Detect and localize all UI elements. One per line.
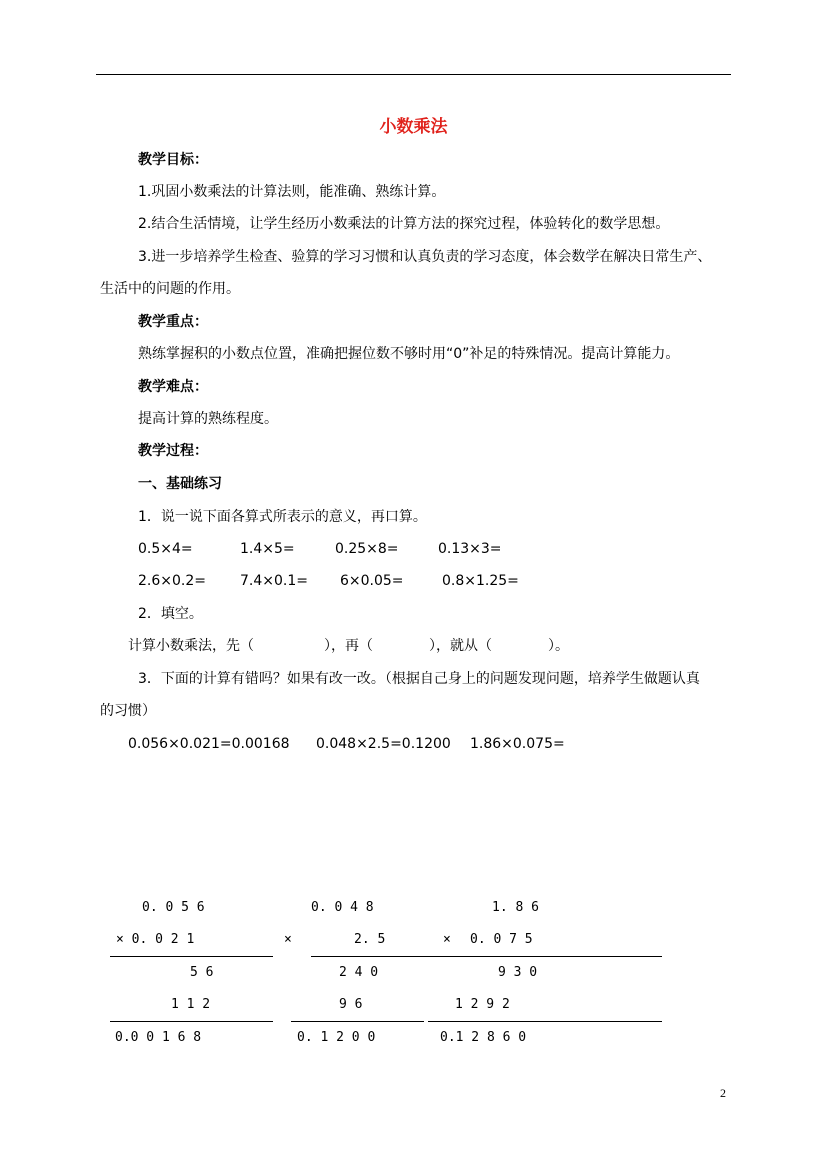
difficulty-text: 提高计算的熟练程度。 (138, 411, 278, 427)
goals-heading: 教学目标： (138, 152, 208, 168)
question-3-line-2: 的习惯） (100, 703, 156, 719)
vertical-1-partial: 5 6 (190, 965, 214, 980)
goal-1: 1.巩固小数乘法的计算法则，能准确、熟练计算。 (138, 184, 446, 200)
key-text: 熟练掌握积的小数点位置，准确把握位数不够时用“0”补足的特殊情况。提高计算能力。 (138, 346, 680, 362)
oral-expr: 2.6×0.2= (138, 573, 206, 589)
oral-expr: 0.5×4= (138, 541, 193, 557)
process-heading: 教学过程： (138, 443, 208, 459)
key-heading: 教学重点： (138, 314, 208, 330)
vertical-2-multiplier: 2. 5 (354, 932, 386, 947)
oral-expr: 0.25×8= (335, 541, 399, 557)
vertical-2-multiplicand: 0. 0 4 8 (311, 900, 374, 915)
oral-expr: 7.4×0.1= (240, 573, 308, 589)
vertical-3-partial: 9 3 0 (498, 965, 538, 980)
goal-3-line-1: 3.进一步培养学生检查、验算的学习习惯和认真负责的学习态度，体会数学在解决日常生产、 (138, 249, 712, 265)
vertical-2-partial: 9 6 (339, 997, 363, 1012)
vertical-3-rule (469, 956, 662, 957)
vertical-2-rule (291, 1021, 424, 1022)
vertical-3-product: 0.1 2 8 6 0 (440, 1030, 527, 1045)
question-2: 2．填空。 (138, 606, 203, 622)
vertical-3-times: × (443, 932, 451, 947)
vertical-3-multiplier: 0. 0 7 5 (470, 932, 533, 947)
oral-expr: 0.13×3= (438, 541, 502, 557)
page-title: 小数乘法 (379, 117, 448, 137)
vertical-3-rule (428, 1021, 662, 1022)
vertical-1-product: 0.0 0 1 6 8 (115, 1030, 202, 1045)
check-expr: 0.056×0.021=0.00168 (128, 736, 290, 752)
vertical-2-product: 0. 1 2 0 0 (297, 1030, 376, 1045)
vertical-1-partial: 1 1 2 (171, 997, 211, 1012)
oral-expr: 1.4×5= (240, 541, 295, 557)
vertical-2-rule (311, 956, 473, 957)
vertical-2-partial: 2 4 0 (339, 965, 379, 980)
difficulty-heading: 教学难点： (138, 379, 208, 395)
question-1: 1．说一说下面各算式所表示的意义，再口算。 (138, 509, 427, 525)
fill-in-blank: 计算小数乘法，先（ ），再（ ），就从（ ）。 (128, 638, 569, 654)
header-rule (96, 74, 731, 75)
vertical-1-multiplier: × 0. 0 2 1 (116, 932, 195, 947)
check-expr: 1.86×0.075= (470, 736, 565, 752)
vertical-1-rule (110, 956, 273, 957)
goal-3-line-2: 生活中的问题的作用。 (100, 281, 240, 297)
section-1-heading: 一、基础练习 (138, 476, 222, 492)
goal-2: 2.结合生活情境，让学生经历小数乘法的计算方法的探究过程，体验转化的数学思想。 (138, 216, 670, 232)
oral-expr: 6×0.05= (340, 573, 404, 589)
question-3-line-1: 3．下面的计算有错吗？如果有改一改。（根据自己身上的问题发现问题，培养学生做题认真 (138, 671, 700, 687)
oral-expr: 0.8×1.25= (442, 573, 519, 589)
vertical-1-multiplicand: 0. 0 5 6 (142, 900, 205, 915)
vertical-3-partial: 1 2 9 2 (455, 997, 510, 1012)
page-number: 2 (720, 1086, 726, 1100)
check-expr: 0.048×2.5=0.1200 (316, 736, 451, 752)
vertical-2-times: × (284, 932, 292, 947)
vertical-3-multiplicand: 1. 8 6 (492, 900, 539, 915)
vertical-1-rule (110, 1021, 273, 1022)
